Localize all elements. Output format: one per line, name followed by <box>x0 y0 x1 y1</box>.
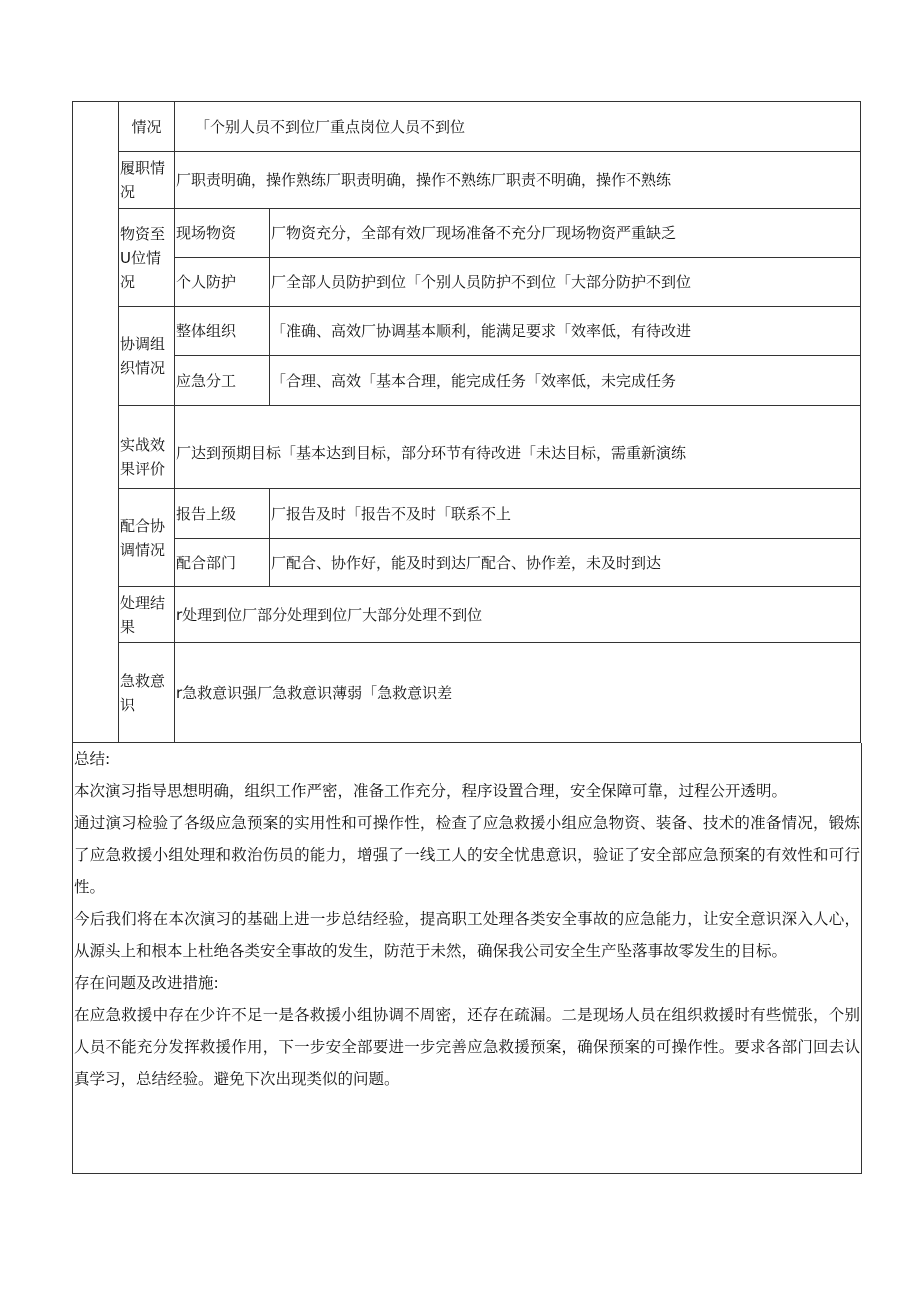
label-peihe-bumen: 配合部门 <box>175 539 270 587</box>
summary-section <box>72 743 862 1174</box>
value-geren-fanghu: 厂全部人员防护到位「个别人员防护不到位「大部分防护不到位 <box>270 258 861 307</box>
issues-title: 存在问题及改进措施: <box>74 974 219 992</box>
value-qingkuang: 「个别人员不到位厂重点岗位人员不到位 <box>175 102 861 152</box>
summary-paragraph-4: 在应急救援中存在少许不足一是各救援小组协调不周密，还存在疏漏。二是现场人员在组织救援时有些慌张，个别人员不能充分发挥救援作用，下一步安全部要进一步完善应急救援预案，确保预案的可操作性。要求各部门回去认真学习，总结经验。避免下次出现类似的问题。 <box>74 1006 860 1088</box>
row-qingkuang <box>73 102 861 152</box>
label-xietiao: 协调组织情况 <box>119 307 175 406</box>
value-chuli: r处理到位厂部分处理到位厂大部分处理不到位 <box>175 587 861 643</box>
value-lvzhi: 厂职责明确，操作熟练厂职责明确，操作不熟练厂职责不明确，操作不熟练 <box>175 152 861 209</box>
label-baogao-shangji: 报告上级 <box>175 489 270 539</box>
label-zhengti-zuzhi: 整体组织 <box>175 307 270 356</box>
row-xianchang-wuzi <box>73 209 861 258</box>
row-chuli <box>73 587 861 643</box>
drill-evaluation-sheet <box>72 101 860 1174</box>
blank-left-column <box>73 102 119 743</box>
value-yingji-fengong: 「合理、高效「基本合理，能完成任务「效率低，未完成任务 <box>270 356 861 406</box>
value-jijiu: r急救意识强厂急救意识薄弱「急救意识差 <box>175 643 861 743</box>
label-yingji-fengong: 应急分工 <box>175 356 270 406</box>
summary-paragraph-1: 本次演习指导思想明确，组织工作严密，准备工作充分，程序设置合理，安全保障可靠，过程公开透明。 <box>74 782 788 800</box>
value-peihe-bumen: 厂配合、协作好，能及时到达厂配合、协作差，未及时到达 <box>270 539 861 587</box>
row-peihe-bumen <box>73 539 861 587</box>
row-geren-fanghu <box>73 258 861 307</box>
label-lvzhi: 履职情况 <box>119 152 175 209</box>
row-jijiu <box>73 643 861 743</box>
summary-title: 总结: <box>74 750 111 768</box>
value-shizhan: 厂达到预期目标「基本达到目标，部分环节有待改进「未达目标，需重新演练 <box>175 406 861 489</box>
summary-paragraph-2: 通过演习检验了各级应急预案的实用性和可操作性，检查了应急救援小组应急物资、装备、技术的准备情况，锻炼了应急救援小组处理和救治伤员的能力，增强了一线工人的安全忧患意识，验证了安全部应急预案的有效性和可行性。 <box>74 814 860 896</box>
label-wuzi: 物资至U位情况 <box>119 209 175 307</box>
evaluation-table <box>72 101 861 743</box>
label-qingkuang: 情况 <box>119 102 175 152</box>
value-xianchang-wuzi: 厂物资充分，全部有效厂现场准备不充分厂现场物资严重缺乏 <box>270 209 861 258</box>
label-jijiu: 急救意识 <box>119 643 175 743</box>
row-baogao-shangji <box>73 489 861 539</box>
label-peihe: 配合协调情况 <box>119 489 175 587</box>
value-baogao-shangji: 厂报告及时「报告不及时「联系不上 <box>270 489 861 539</box>
label-geren-fanghu: 个人防护 <box>175 258 270 307</box>
label-xianchang-wuzi: 现场物资 <box>175 209 270 258</box>
row-shizhan <box>73 406 861 489</box>
row-zhengti-zuzhi <box>73 307 861 356</box>
row-lvzhi <box>73 152 861 209</box>
label-shizhan: 实战效果评价 <box>119 406 175 489</box>
label-chuli: 处理结果 <box>119 587 175 643</box>
value-zhengti-zuzhi: 「准确、高效厂协调基本顺利，能满足要求「效率低，有待改进 <box>270 307 861 356</box>
row-yingji-fengong <box>73 356 861 406</box>
summary-paragraph-3: 今后我们将在本次演习的基础上进一步总结经验，提高职工处理各类安全事故的应急能力，让安全意识深入人心，从源头上和根本上杜绝各类安全事故的发生，防范于未然，确保我公司安全生产坠落事故零发生的目标。 <box>74 910 860 960</box>
